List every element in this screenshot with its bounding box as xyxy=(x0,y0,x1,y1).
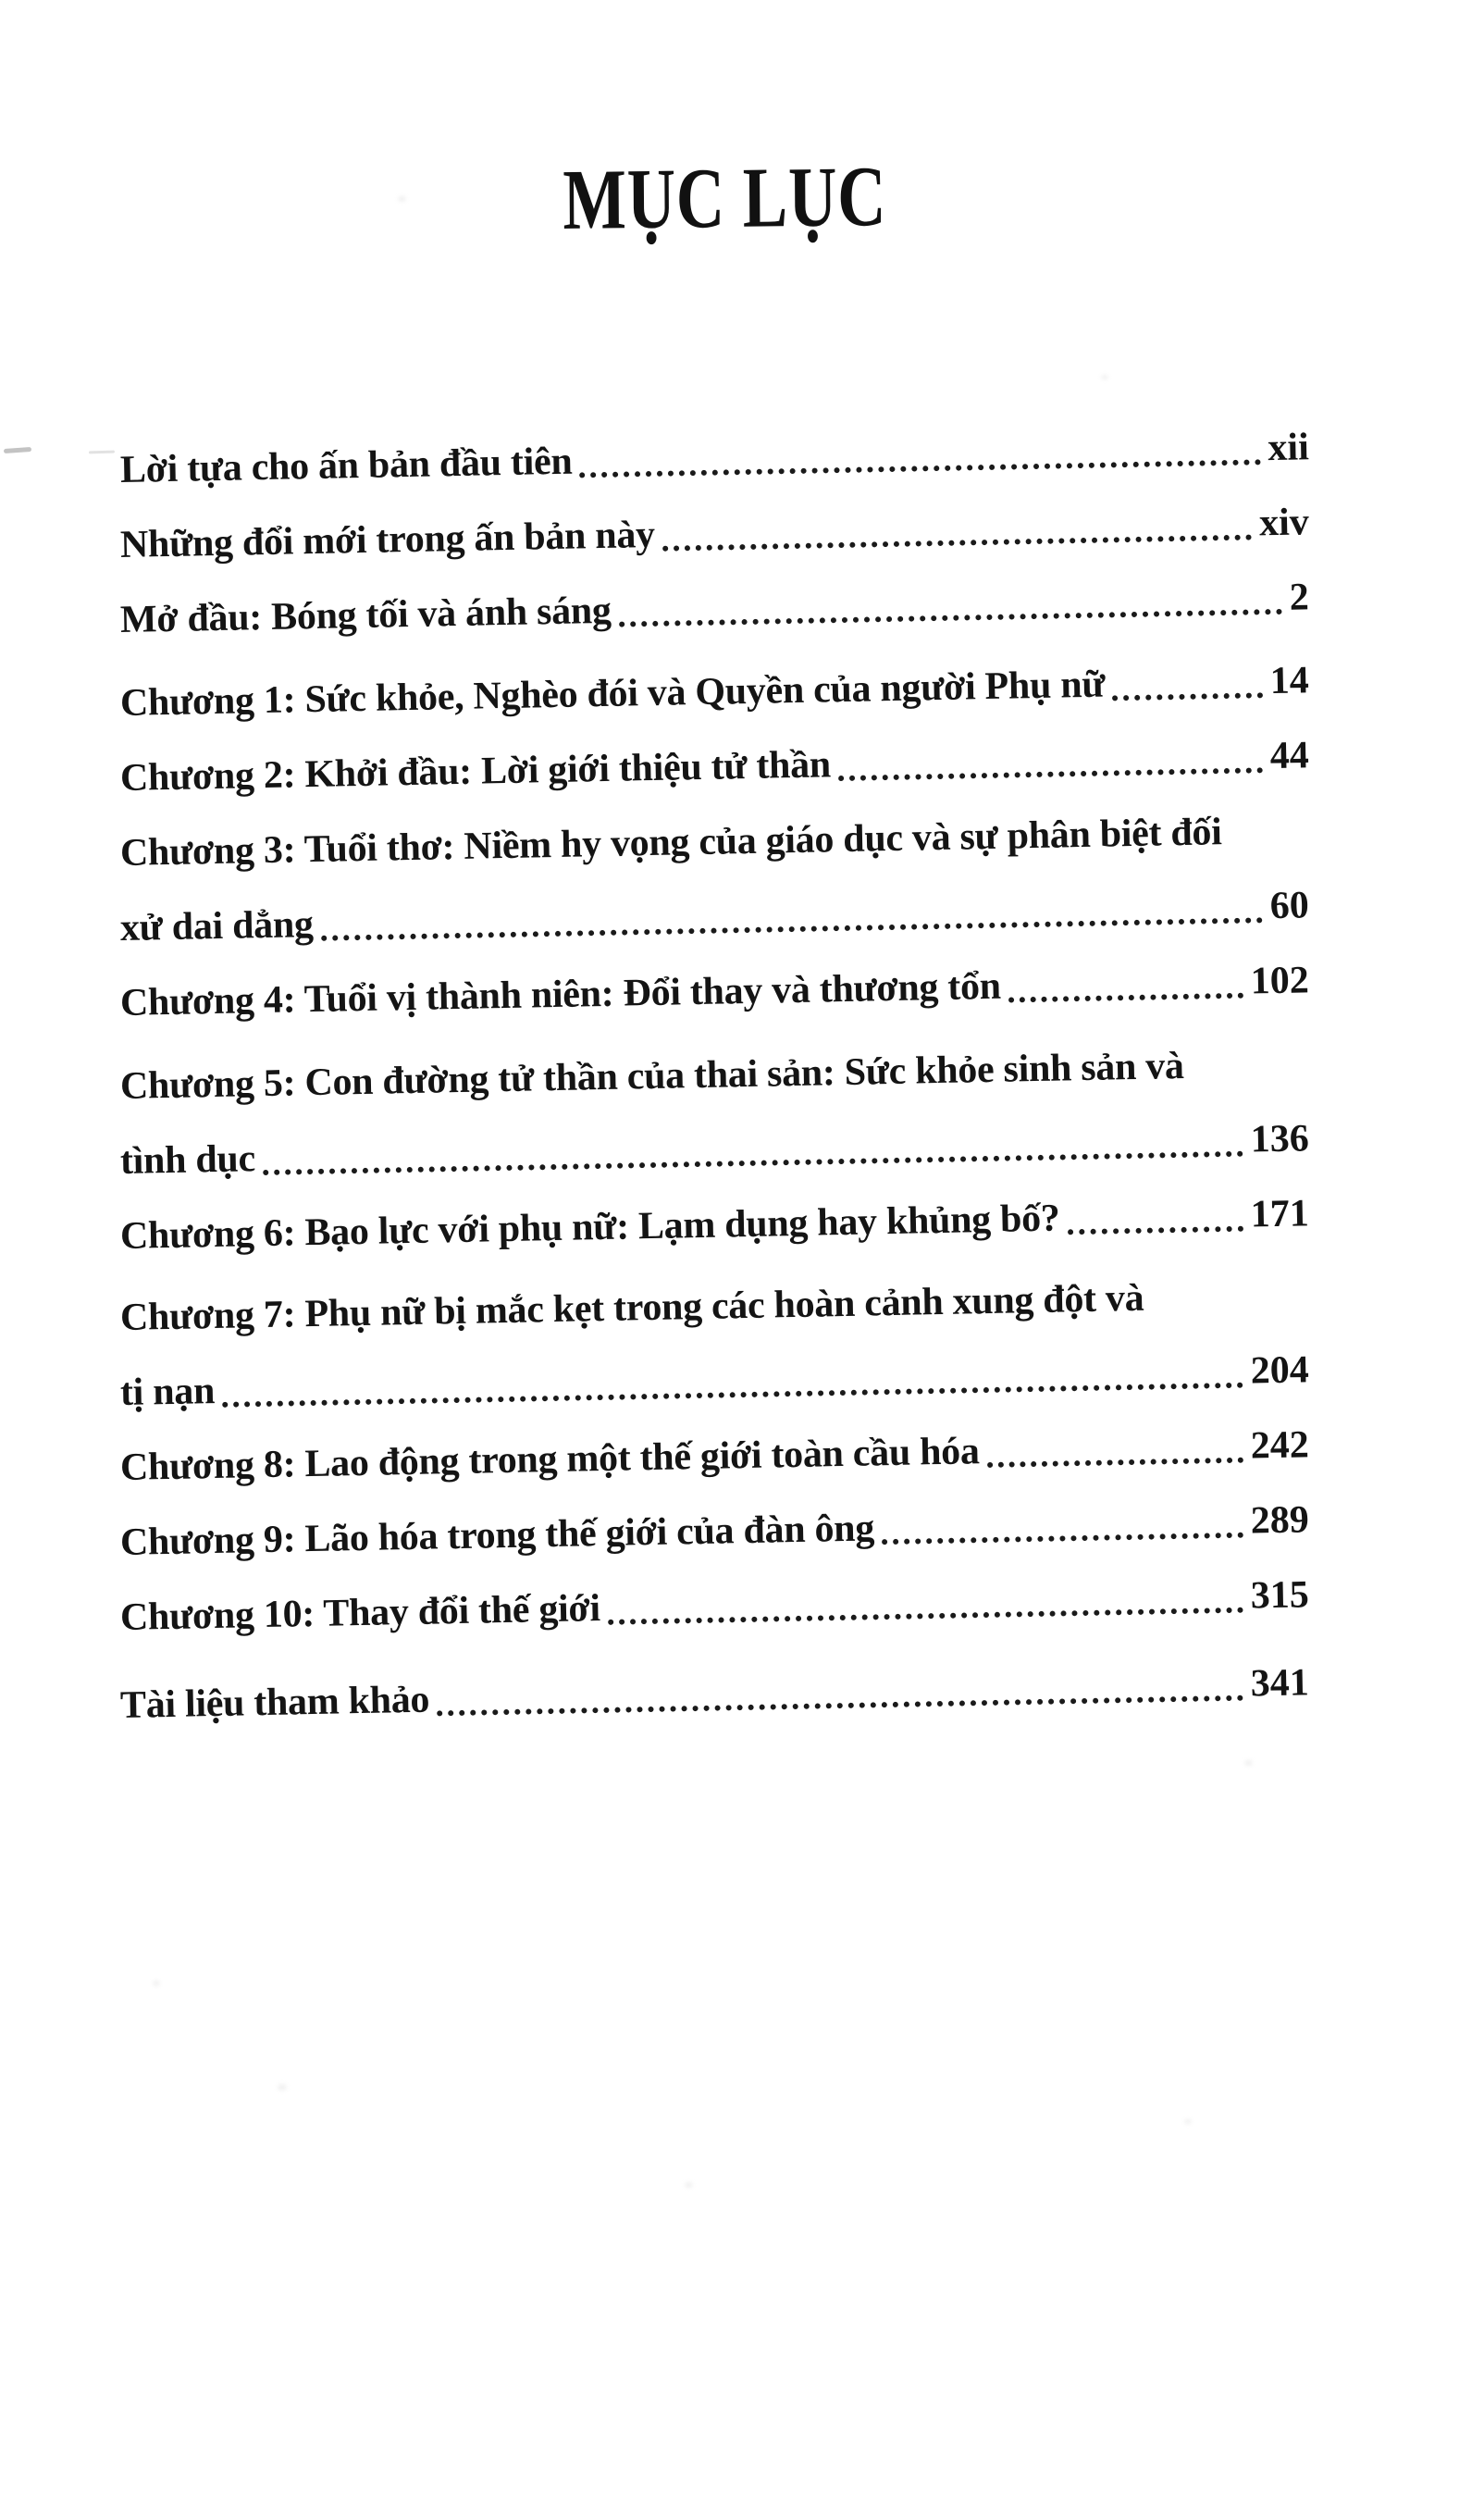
toc-leader-dots xyxy=(1144,1258,1310,1335)
toc-entry-label: tị nạn xyxy=(119,1370,216,1414)
toc-leader-dots xyxy=(1183,1026,1310,1104)
toc-entry-page: 341 xyxy=(1250,1661,1310,1706)
toc-leader-dots xyxy=(1000,945,1252,1024)
scan-speck xyxy=(685,2182,693,2188)
toc-entry-label: Chương 2: Khởi đầu: Lời giới thiệu tử thần xyxy=(119,743,832,800)
toc-entry-label: Chương 8: Lao động trong một thế giới toàn cầu hóa xyxy=(119,1430,980,1489)
scan-speck xyxy=(1101,375,1108,379)
toc-entry-label: Chương 10: Thay đổi thế giới xyxy=(119,1587,601,1639)
scan-smudge xyxy=(89,451,115,454)
toc-entry-label: Tài liệu tham khảo xyxy=(119,1678,430,1727)
toc-leader-dots xyxy=(979,1409,1252,1490)
toc-entry-label: Mở đầu: Bóng tối và ánh sáng xyxy=(119,589,612,641)
toc-entry-page: 171 xyxy=(1250,1192,1310,1236)
toc-entry-label: Lời tựa cho ấn bản đầu tiên xyxy=(119,440,573,491)
toc-entry-label: Những đổi mới trong ấn bản này xyxy=(119,513,656,566)
toc-leader-dots xyxy=(873,1484,1251,1567)
toc-leader-dots xyxy=(1104,644,1270,722)
page-title-text: MỤC LỤC xyxy=(562,149,887,248)
toc-leader-dots xyxy=(830,719,1270,802)
toc-entry-page: 60 xyxy=(1269,884,1310,928)
toc-entry-page: 102 xyxy=(1250,959,1310,1003)
toc-leader-dots xyxy=(611,561,1291,649)
toc-entry-label: xử dai dẳng xyxy=(119,902,315,950)
toc-entry-page: xiv xyxy=(1258,501,1310,545)
toc-entry-label: Chương 7: Phụ nữ bị mắc kẹt trong các hoàn cảnh xung đột và xyxy=(119,1276,1144,1339)
toc-leader-dots xyxy=(1059,1178,1252,1257)
toc-entry-page: 44 xyxy=(1269,734,1310,778)
page-title xyxy=(0,149,1484,248)
toc-leader-dots xyxy=(600,1559,1252,1646)
toc-entry-page: 204 xyxy=(1250,1348,1310,1393)
toc-list xyxy=(119,426,1310,1744)
toc-entry-page: 2 xyxy=(1289,576,1310,619)
toc-row xyxy=(119,1645,1309,1744)
toc-entry-label: tình dục xyxy=(119,1137,256,1183)
toc-entry-page: 315 xyxy=(1250,1573,1310,1618)
scan-speck xyxy=(1244,1760,1253,1766)
toc-entry-label: Chương 6: Bạo lực với phụ nữ: Lạm dụng hay khủng bố? xyxy=(119,1197,1060,1258)
toc-leader-dots xyxy=(428,1647,1251,1738)
toc-entry-label: Chương 1: Sức khỏe, Nghèo đói và Quyền của người Phụ nữ xyxy=(119,663,1106,725)
toc-entry-label: Chương 3: Tuổi thơ: Niềm hy vọng của giáo dục và sự phân biệt đối xyxy=(119,811,1222,875)
toc-entry-page: 242 xyxy=(1250,1423,1310,1468)
toc-entry-page: 14 xyxy=(1269,659,1310,703)
scan-speck xyxy=(153,1980,160,1986)
toc-leader-dots xyxy=(572,411,1269,499)
toc-entry-page: 136 xyxy=(1250,1117,1310,1161)
toc-entry-label: Chương 5: Con đường tử thần của thai sản: Sức khỏe sinh sản và xyxy=(119,1044,1185,1108)
toc-entry-page: xii xyxy=(1267,426,1310,470)
toc-leader-dots xyxy=(1221,793,1310,870)
scan-speck xyxy=(278,2084,287,2091)
scan-smudge xyxy=(4,447,31,453)
toc-entry-page: 289 xyxy=(1250,1498,1310,1543)
scan-speck xyxy=(1184,2119,1192,2124)
toc-leader-dots xyxy=(654,486,1260,573)
toc-entry-label: Chương 9: Lão hóa trong thế giới của đàn ông xyxy=(119,1507,875,1564)
toc-entry-label: Chương 4: Tuổi vị thành niên: Đổi thay và thương tổn xyxy=(119,964,1002,1024)
